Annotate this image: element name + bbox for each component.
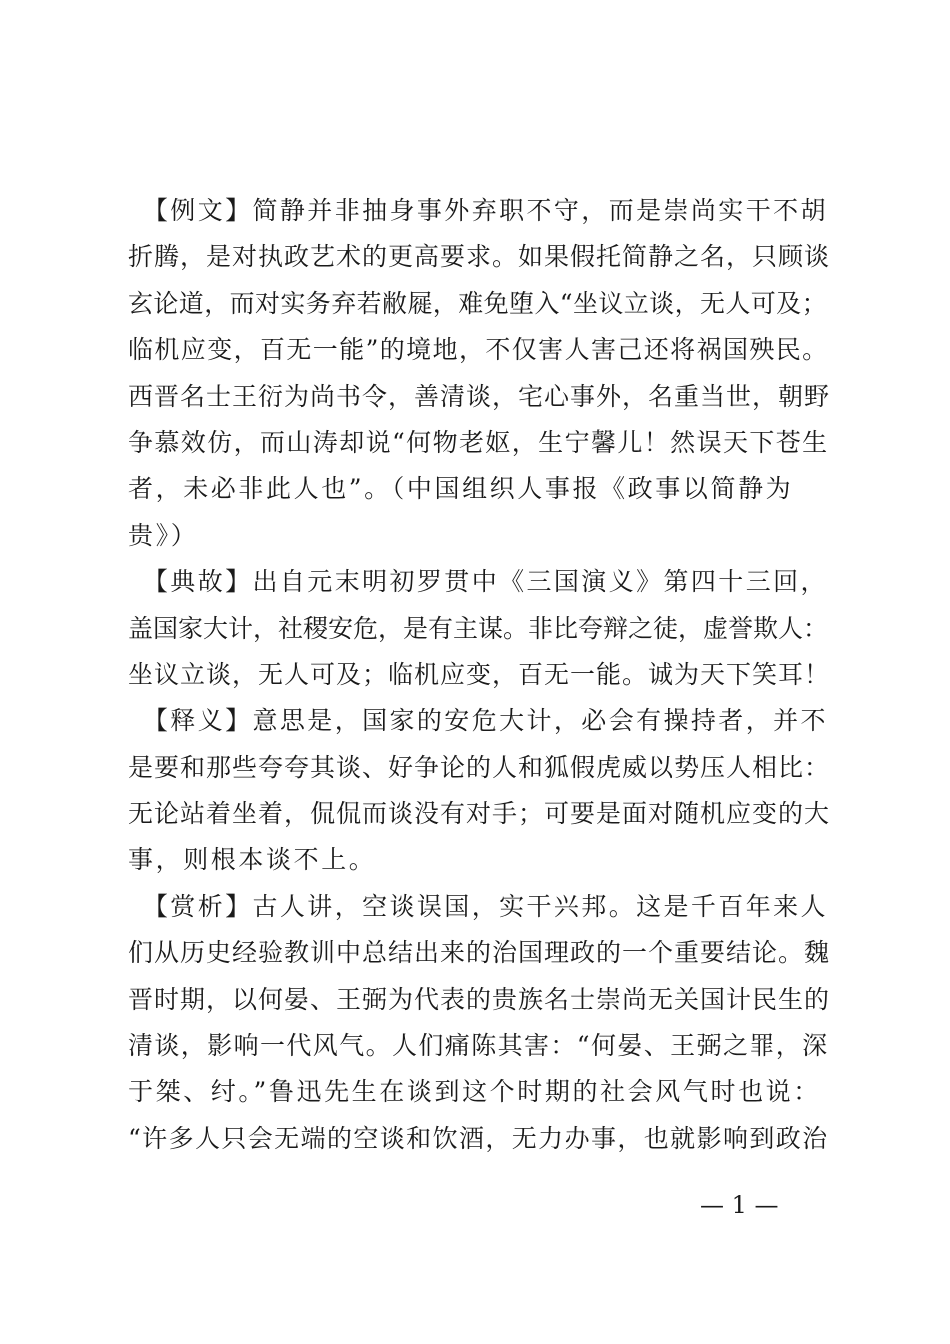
- text-line: 【赏析】古人讲，空谈误国，实干兴邦。这是千百年来人: [128, 891, 828, 921]
- body-text: [128, 188, 832, 1162]
- text-line: “许多人只会无端的空谈和饮酒，无力办事，也就影响到政治: [128, 1123, 829, 1153]
- text-line: 西晋名士王衍为尚书令，善清谈，宅心事外，名重当世，朝野: [128, 381, 831, 411]
- text-line: 于桀、纣。”鲁迅先生在谈到这个时期的社会风气时也说：: [128, 1077, 821, 1107]
- text-line: 晋时期，以何晏、王弼为代表的贵族名士崇尚无关国计民生的: [128, 984, 831, 1014]
- text-line: 【典故】出自元末明初罗贯中《三国演义》第四十三回，: [128, 567, 828, 597]
- text-line: 盖国家大计，社稷安危，是有主谋。非比夸辩之徒，虚誉欺人：: [128, 613, 829, 643]
- text-line: 们从历史经验教训中总结出来的治国理政的一个重要结论。魏: [128, 938, 831, 968]
- text-line: 临机应变，百无一能”的境地，不仅害人害己还将祸国殃民。: [128, 335, 829, 365]
- text-line: 【例文】简静并非抽身事外弃职不守，而是崇尚实干不胡: [128, 196, 828, 225]
- text-line: 无论站着坐着，侃侃而谈没有对手；可要是面对随机应变的大: [128, 799, 831, 829]
- text-line: 贵》）: [128, 520, 199, 550]
- text-line: 者，未必非此人也”。（中国组织人事报《政事以简静为: [128, 474, 794, 504]
- text-line: 清谈，影响一代风气。人们痛陈其害：“何晏、王弼之罪，深: [128, 1031, 829, 1061]
- text-line: 事，则根本谈不上。: [128, 845, 377, 875]
- text-line: 是要和那些夸夸其谈、好争论的人和狐假虎威以势压人相比：: [128, 752, 831, 782]
- text-line: 争慕效仿，而山涛却说“何物老妪，生宁馨儿！然误天下苍生: [128, 427, 829, 457]
- text-line: 【释义】意思是，国家的安危大计，必会有操持者，并不: [128, 706, 828, 736]
- text-line: 折腾，是对执政艺术的更高要求。如果假托简静之名，只顾谈: [128, 242, 831, 272]
- text-line: 玄论道，而对实务弃若敝屣，难免堕入“坐议立谈，无人可及；: [128, 288, 827, 318]
- page-number: — 1 —: [700, 1191, 779, 1219]
- text-line: 坐议立谈，无人可及；临机应变，百无一能。诚为天下笑耳！: [128, 659, 831, 689]
